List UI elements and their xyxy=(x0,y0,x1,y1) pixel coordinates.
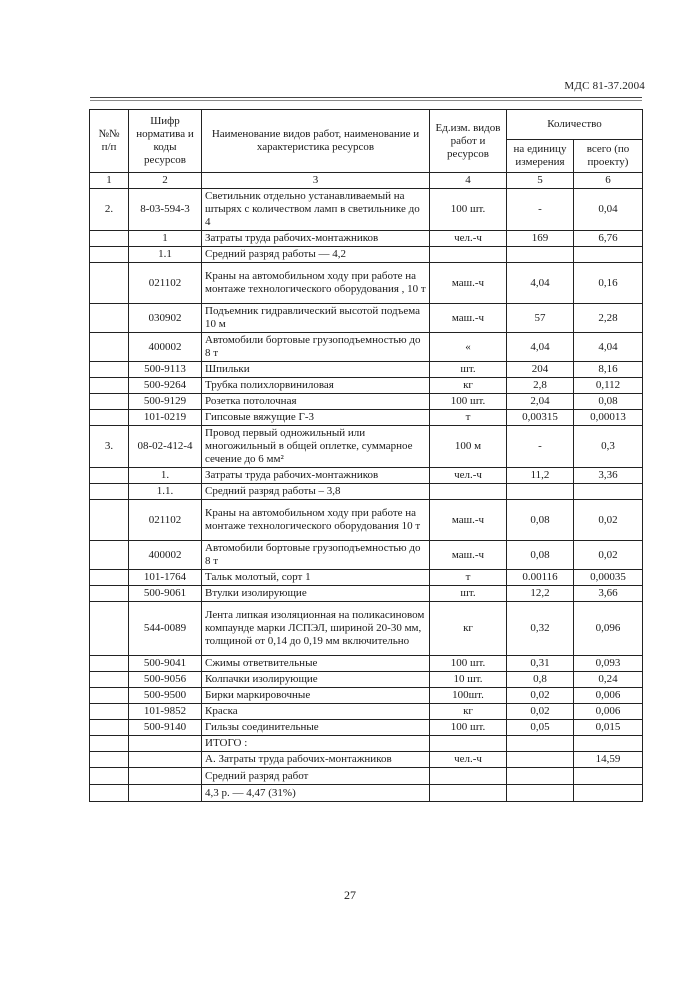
cell-no xyxy=(90,785,129,802)
table-row xyxy=(90,768,643,785)
cell-per-unit: 0,08 xyxy=(507,500,574,541)
cell-name: Сжимы ответвительные xyxy=(202,656,430,672)
cell-per-unit: 169 xyxy=(507,231,574,247)
cell-code: 500-9500 xyxy=(129,688,202,704)
cell-code: 030902 xyxy=(129,304,202,333)
cell-code: 1 xyxy=(129,231,202,247)
col-header-quantity: Количество xyxy=(507,110,643,140)
col-number: 4 xyxy=(430,173,507,189)
cell-unit: 100 шт. xyxy=(430,394,507,410)
cell-no xyxy=(90,247,129,263)
cell-unit: маш.-ч xyxy=(430,541,507,570)
cell-unit: 100 шт. xyxy=(430,656,507,672)
cell-per-unit: 4,04 xyxy=(507,263,574,304)
cell-total: 0,006 xyxy=(574,688,643,704)
col-number: 3 xyxy=(202,173,430,189)
cell-unit: кг xyxy=(430,602,507,656)
cell-total: 0,16 xyxy=(574,263,643,304)
col-header-total: всего (по проекту) xyxy=(574,140,643,173)
cell-name: Колпачки изолирующие xyxy=(202,672,430,688)
cell-name: Средний разряд работы — 4,2 xyxy=(202,247,430,263)
cell-no: 2. xyxy=(90,189,129,231)
cell-name: Гильзы соединительные xyxy=(202,720,430,736)
table-row xyxy=(90,500,643,541)
cell-total xyxy=(574,484,643,500)
table-row xyxy=(90,586,643,602)
cell-per-unit: 0,32 xyxy=(507,602,574,656)
cell-total: 0,006 xyxy=(574,704,643,720)
cell-per-unit xyxy=(507,247,574,263)
cell-per-unit: 0,02 xyxy=(507,688,574,704)
cell-name: Затраты труда рабочих-монтажников xyxy=(202,468,430,484)
cell-unit xyxy=(430,484,507,500)
cell-name: ИТОГО : xyxy=(202,736,430,752)
cell-unit: кг xyxy=(430,378,507,394)
cell-per-unit: 0,00315 xyxy=(507,410,574,426)
cell-per-unit: 0,08 xyxy=(507,541,574,570)
cell-no xyxy=(90,484,129,500)
cell-unit: т xyxy=(430,570,507,586)
cell-code: 500-9140 xyxy=(129,720,202,736)
resources-table xyxy=(89,109,643,802)
cell-unit: чел.-ч xyxy=(430,468,507,484)
cell-name: Средний разряд работы – 3,8 xyxy=(202,484,430,500)
cell-unit: 100 шт. xyxy=(430,189,507,231)
cell-unit: маш.-ч xyxy=(430,263,507,304)
table-row xyxy=(90,656,643,672)
table-row xyxy=(90,704,643,720)
table-row xyxy=(90,263,643,304)
cell-name: Краны на автомобильном ходу при работе на монтаже технологического оборудования , 10 т xyxy=(202,263,430,304)
cell-no: 3. xyxy=(90,426,129,468)
page-number: 27 xyxy=(344,888,356,902)
cell-name: Краска xyxy=(202,704,430,720)
cell-no xyxy=(90,704,129,720)
cell-code: 500-9264 xyxy=(129,378,202,394)
cell-name: Автомобили бортовые грузоподъемностью до 8 т xyxy=(202,333,430,362)
table-row xyxy=(90,468,643,484)
header-rule-secondary xyxy=(90,100,642,101)
cell-no xyxy=(90,541,129,570)
cell-total: 0,04 xyxy=(574,189,643,231)
table-row xyxy=(90,541,643,570)
cell-per-unit: - xyxy=(507,189,574,231)
cell-no xyxy=(90,362,129,378)
cell-name: Гипсовые вяжущие Г-3 xyxy=(202,410,430,426)
table-row xyxy=(90,785,643,802)
cell-total: 3,36 xyxy=(574,468,643,484)
cell-unit: т xyxy=(430,410,507,426)
cell-code: 500-9113 xyxy=(129,362,202,378)
cell-total: 0,015 xyxy=(574,720,643,736)
cell-total xyxy=(574,247,643,263)
cell-no xyxy=(90,768,129,785)
table-body xyxy=(90,189,643,802)
cell-code: 101-1764 xyxy=(129,570,202,586)
cell-total xyxy=(574,736,643,752)
cell-per-unit xyxy=(507,785,574,802)
cell-no xyxy=(90,410,129,426)
cell-unit: шт. xyxy=(430,586,507,602)
cell-unit: 10 шт. xyxy=(430,672,507,688)
cell-no xyxy=(90,672,129,688)
cell-name: Светильник отдельно устанавливаемый на штырях с количеством ламп в светильнике до 4 xyxy=(202,189,430,231)
cell-code: 500-9041 xyxy=(129,656,202,672)
table-row xyxy=(90,304,643,333)
table-row xyxy=(90,720,643,736)
cell-name: 4,3 р. — 4,47 (31%) xyxy=(202,785,430,802)
cell-no xyxy=(90,468,129,484)
cell-total: 4,04 xyxy=(574,333,643,362)
cell-name: Втулки изолирующие xyxy=(202,586,430,602)
cell-name: Автомобили бортовые грузоподъемностью до 8 т xyxy=(202,541,430,570)
cell-code: 1.1. xyxy=(129,484,202,500)
cell-name: Провод первый одножильный или многожильный в общей оплетке, суммарное сечение до 6 мм² xyxy=(202,426,430,468)
cell-total: 0,096 xyxy=(574,602,643,656)
cell-name: А. Затраты труда рабочих-монтажников xyxy=(202,752,430,768)
col-number: 6 xyxy=(574,173,643,189)
cell-code: 021102 xyxy=(129,500,202,541)
cell-total: 0,24 xyxy=(574,672,643,688)
cell-unit xyxy=(430,785,507,802)
cell-per-unit: 0.00116 xyxy=(507,570,574,586)
cell-no xyxy=(90,656,129,672)
cell-per-unit: 2,04 xyxy=(507,394,574,410)
cell-no xyxy=(90,333,129,362)
header-rule xyxy=(90,97,642,98)
cell-code: 1. xyxy=(129,468,202,484)
cell-no xyxy=(90,736,129,752)
cell-per-unit: 0,31 xyxy=(507,656,574,672)
cell-per-unit: 12,2 xyxy=(507,586,574,602)
cell-code xyxy=(129,768,202,785)
table-row xyxy=(90,752,643,768)
cell-name: Шпильки xyxy=(202,362,430,378)
cell-per-unit: - xyxy=(507,426,574,468)
cell-name: Бирки маркировочные xyxy=(202,688,430,704)
cell-no xyxy=(90,378,129,394)
cell-total: 2,28 xyxy=(574,304,643,333)
cell-unit: чел.-ч xyxy=(430,752,507,768)
cell-no xyxy=(90,231,129,247)
cell-code: 8-03-594-3 xyxy=(129,189,202,231)
col-number: 5 xyxy=(507,173,574,189)
table-row xyxy=(90,484,643,500)
cell-name: Лента липкая изоляционная на поликасиновом компаунде марки ЛСПЭЛ, шириной 20-30 мм, толщиной от 0,14 до 0,19 мм включительно xyxy=(202,602,430,656)
cell-code: 101-0219 xyxy=(129,410,202,426)
cell-unit: 100 шт. xyxy=(430,720,507,736)
cell-code xyxy=(129,752,202,768)
cell-no xyxy=(90,688,129,704)
cell-code: 544-0089 xyxy=(129,602,202,656)
table-row xyxy=(90,333,643,362)
table-row xyxy=(90,378,643,394)
cell-total: 14,59 xyxy=(574,752,643,768)
cell-code: 500-9061 xyxy=(129,586,202,602)
cell-unit: « xyxy=(430,333,507,362)
cell-no xyxy=(90,263,129,304)
col-header-per-unit: на единицу измерения xyxy=(507,140,574,173)
cell-total: 0,112 xyxy=(574,378,643,394)
cell-code: 101-9852 xyxy=(129,704,202,720)
table-row xyxy=(90,570,643,586)
cell-total: 0,02 xyxy=(574,541,643,570)
cell-name: Трубка полихлорвиниловая xyxy=(202,378,430,394)
table-row xyxy=(90,394,643,410)
cell-per-unit xyxy=(507,752,574,768)
cell-name: Затраты труда рабочих-монтажников xyxy=(202,231,430,247)
cell-total: 0,08 xyxy=(574,394,643,410)
cell-unit xyxy=(430,247,507,263)
table-row xyxy=(90,426,643,468)
cell-unit: шт. xyxy=(430,362,507,378)
cell-total: 0,3 xyxy=(574,426,643,468)
cell-name: Подъемник гидравлический высотой подъема 10 м xyxy=(202,304,430,333)
cell-total: 8,16 xyxy=(574,362,643,378)
cell-name: Краны на автомобильном ходу при работе на монтаже технологического оборудования 10 т xyxy=(202,500,430,541)
cell-total: 6,76 xyxy=(574,231,643,247)
cell-no xyxy=(90,586,129,602)
cell-per-unit: 11,2 xyxy=(507,468,574,484)
cell-code xyxy=(129,785,202,802)
cell-total xyxy=(574,785,643,802)
cell-per-unit: 4,04 xyxy=(507,333,574,362)
cell-no xyxy=(90,394,129,410)
cell-no xyxy=(90,602,129,656)
cell-per-unit: 2,8 xyxy=(507,378,574,394)
col-header-unit: Ед.изм. видов работ и ресурсов xyxy=(430,110,507,173)
cell-unit: маш.-ч xyxy=(430,304,507,333)
cell-per-unit: 0,02 xyxy=(507,704,574,720)
cell-per-unit xyxy=(507,736,574,752)
cell-unit: кг xyxy=(430,704,507,720)
cell-per-unit: 0,8 xyxy=(507,672,574,688)
cell-per-unit: 0,05 xyxy=(507,720,574,736)
document-code: МДС 81-37.2004 xyxy=(564,80,645,92)
table-row xyxy=(90,247,643,263)
table-row xyxy=(90,362,643,378)
cell-per-unit xyxy=(507,484,574,500)
cell-no xyxy=(90,500,129,541)
cell-unit xyxy=(430,768,507,785)
col-number: 1 xyxy=(90,173,129,189)
col-header-name: Наименование видов работ, наименование и характеристика ресурсов xyxy=(202,110,430,173)
cell-total: 0,093 xyxy=(574,656,643,672)
cell-total xyxy=(574,768,643,785)
cell-per-unit xyxy=(507,768,574,785)
cell-no xyxy=(90,720,129,736)
cell-code: 400002 xyxy=(129,541,202,570)
table-row xyxy=(90,672,643,688)
cell-per-unit: 204 xyxy=(507,362,574,378)
table-row xyxy=(90,602,643,656)
table-row xyxy=(90,736,643,752)
cell-code: 1.1 xyxy=(129,247,202,263)
cell-per-unit: 57 xyxy=(507,304,574,333)
cell-code: 400002 xyxy=(129,333,202,362)
table-row xyxy=(90,410,643,426)
col-number: 2 xyxy=(129,173,202,189)
cell-unit xyxy=(430,736,507,752)
cell-name: Тальк молотый, сорт 1 xyxy=(202,570,430,586)
col-header-code: Шифр норматива и коды ресурсов xyxy=(129,110,202,173)
cell-name: Розетка потолочная xyxy=(202,394,430,410)
cell-unit: 100 м xyxy=(430,426,507,468)
cell-code: 08-02-412-4 xyxy=(129,426,202,468)
table-row xyxy=(90,688,643,704)
cell-code xyxy=(129,736,202,752)
cell-code: 021102 xyxy=(129,263,202,304)
cell-unit: чел.-ч xyxy=(430,231,507,247)
cell-total: 3,66 xyxy=(574,586,643,602)
cell-total: 0,00013 xyxy=(574,410,643,426)
cell-no xyxy=(90,752,129,768)
cell-total: 0,00035 xyxy=(574,570,643,586)
table-row xyxy=(90,189,643,231)
col-header-no: №№ п/п xyxy=(90,110,129,173)
cell-code: 500-9056 xyxy=(129,672,202,688)
cell-unit: маш.-ч xyxy=(430,500,507,541)
cell-code: 500-9129 xyxy=(129,394,202,410)
table-row xyxy=(90,231,643,247)
cell-unit: 100шт. xyxy=(430,688,507,704)
cell-name: Средний разряд работ xyxy=(202,768,430,785)
cell-no xyxy=(90,570,129,586)
cell-total: 0,02 xyxy=(574,500,643,541)
cell-no xyxy=(90,304,129,333)
